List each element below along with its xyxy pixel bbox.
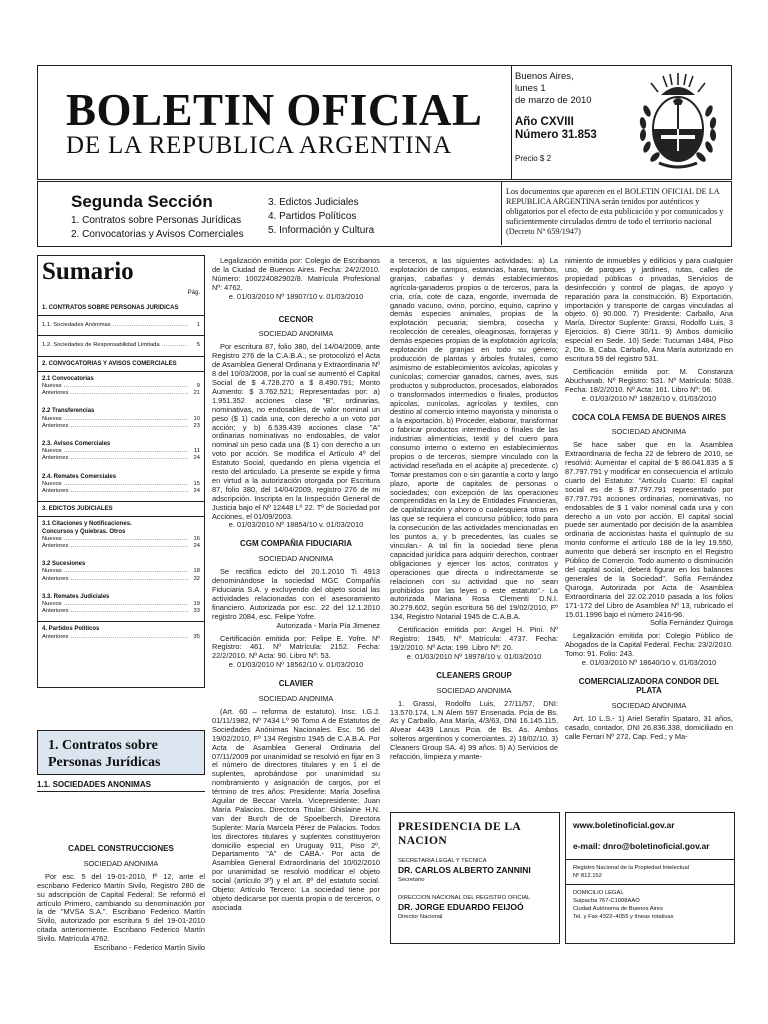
masthead [37,65,732,180]
notice-reference: e. 01/03/2010 Nº 18562/10 v. 01/03/2010 [228,660,364,670]
direccion-label: DIRECCION NACIONAL DEL REGISTRO OFICIAL [398,895,531,901]
notice-reference: e. 01/03/2010 Nº 18907/10 v. 01/03/2010 [228,291,364,301]
price: Precio $ 2 [515,154,552,163]
column-3 [390,257,558,762]
notice-body: a terceros, a las siguientes actividades: a) La explotación de campos, estancias, haras, tambos, granjas, cabañas y demás establecimientos agrícola-ganaderos propios o de terceros, para la cría, cría, cote de caza, engorde, invernada de ganado vacuno, ovino, porcino, equino, caprino y demás especies animales, propias de la explotación pecuaria; siembra, cosecha y recolección de cereales, oleaginosas, forrajeras y demás especies propias de la explotación agrícola; explotación de granjas en todo su género; producción de plantas y árboles frutales, como asimismo de establecimientos avícolas, apícolas y cunícolas; comerciar ganados, carnes, aves, sus productos y subproductos, procesados, elaborados o transformados intermedios o finales, productos apícolas, cunícolas, agrícolas y textiles, con destino al comercio interno mayorista y minorista o a la exportación. b) Proceder, elaborar, transformar o fabricar productos intermedios o finales de las industrias alimenticias, textil y del cuero para consumo interno o externo en establecimientos propios o de terceros, siempre vinculado con la actividad reseñada en el acápite a) precedente. c) Tomar prestamos con o sin garantía a corto y largo plazo, aporte de capitales de personas o sociedades; con excepción de las operaciones comprendidas en la Ley de Entidades Financieras, de capitalización y ahorro o cualesquiera otras en las que se requiera el concurso público; todo para la consecución de las actividades mencionadas en los puntos a, y b precedentes, las cuales se vinculan.- A tal fin la sociedad tiene plena capacidad jurídica para adquirir derechos, contraer obligaciones y ejercer los actos, contratos y operaciones que directa o indirectamente se relacionen con su actividad que no sean prohibidos por las leyes o este estatuto".- La autorizada Mariana Rosa Clementi D.N.I. 30.279.602, según escritura 56 del 19/02/2010, Fº 134, Registro Notarial 1945 de C.A.B.A. [390,256,558,622]
divider [38,621,204,622]
toc-row[interactable]: Nuevas ..... 18 [42,568,200,575]
section-item: 5. Información y Cultura [268,225,375,236]
entity-type: SOCIEDAD ANONIMA [258,694,334,704]
entity-type: SOCIEDAD ANONIMA [258,329,334,339]
toc-row[interactable]: Anteriores ..... 24 [42,488,200,495]
date-line-3: de marzo de 2010 [515,95,592,106]
entity-name: CGM COMPAÑIA FIDUCIARIA [240,539,352,549]
notice-body: Por esc. 5 del 19-01-2010, fº 12, ante el escribano Federico Martín Sivilo, Registro 280 de su adscripción de Capital Federal: Se reformó el artículo Primero, cambiando su denominación por la de "MVSA S.A.". Escribano Federico Martín Sivilo, autorizado por escritura 5 del 19-01-2010 citada anteriormente. Escribano Federico Martín Sivilo. Matrícula 4762. [37,871,205,944]
entity-name: COCA COLA FEMSA DE BUENOS AIRES [572,412,726,422]
toc-subheading: 2.2 Transferencias [42,408,95,415]
toc-row[interactable]: Nuevos ..... 15 [42,481,200,488]
secretaria-label: SECRETARIA LEGAL Y TECNICA [398,858,487,864]
notice-body: Certificación emitida por: Felipe E. Yofre. Nº Registro: 461. Nº Matrícula: 2152. Fecha: 22/2/2010. Nº Acta: 90. Libro Nº: 53. [212,633,380,661]
divider [38,371,204,372]
toc-row[interactable]: Anteriores ..... 33 [42,608,200,615]
year-label: Año CXVIII [515,116,574,128]
divider [566,884,734,885]
divider [38,501,204,502]
issue-number: Número 31.853 [515,129,597,141]
contact-box [565,812,735,944]
notice-reference: e. 01/03/2010 Nº 18640/10 v. 01/03/2010 [581,658,717,668]
entity-type: SOCIEDAD ANONIMA [258,554,334,564]
entity-name: COMERCIALIZADORA CONDOR DEL PLATA [578,676,720,695]
email-link[interactable]: e-mail: dnro@boletinoficial.gov.ar [573,841,710,851]
notice-signature: Escribano - Federico Martín Sivilo [94,943,205,953]
section-item: 1. Contratos sobre Personas Jurídicas [71,215,242,226]
phone-info: Tel. y Fax 4322–4055 y líneas rotativas [573,914,674,920]
director-name: DR. JORGE EDUARDO FEIJOÓ [398,902,524,912]
legal-notice: Los documentos que aparecen en el BOLETIN OFICIAL DE LA REPUBLICA ARGENTINA serán tenidos por auténticos y obligatorios por el efecto de esta publicación y por comunicados y suficientemente circulados dentro de todo el territorio nacional (Decreto Nº 659/1947) [501,182,731,245]
address-heading: DOMICILIO LEGAL [573,890,624,896]
toc-heading: 2. CONVOCATORIAS Y AVISOS COMERCIALES [42,360,177,367]
notice-body: Certificación emitida por: M. Constanza Abuchanab. Nº Registro: 531. Nº Matrícula: 5038. Fecha: 18/2/2010. Nº Acta: 161. Libro Nº: 06. [565,366,733,394]
secretary-role: Secretario [398,877,425,883]
notice-body: Certificación emitida por: Angel H. Pini. Nº Registro: 1945. Nº Matrícula: 4737. Fecha: 19/2/2010. Nº Acta: 199. Libro Nº: 20. [390,625,558,652]
toc-page-header: Pág. [187,290,200,296]
presidencia-title: PRESIDENCIA DE LA NACION [398,821,521,847]
toc-subheading: 4. Partidos Políticos [42,626,100,633]
notice-body: (Art. 60 – reforma de estatuto). Insc. I.G.J. 01/11/1982, Nº 7434 Lº 96 Tomo A de Estatutos de Sociedades Anónimas Nacionales. Esc. 56 del 19/02/2010, Fº 134 Registro 1945 de C.A.B.A. Por Acta de Asamblea General Ordinaria del 07/11/2009 por unanimidad se resolvió en fijar en 3 el número de directores titulares y en 1 el de suplentes, aprobándose por unanimidad su nombramiento y asignación de cargos, por el término de tres años: Presidente: María Josefina Aguilar de Beccar Varela. Vicepresidente: Juan María Palacios. Directora Titular: Ghislaine H.N. van der Burch de de Spoelberch. Directora Suplente: María Marcela Pérez de Palacios. Todos los directores titulares y suplentes constituyeron domicilio especial en Uruguay 911, Piso 2º, Departamento "A" de CABA.- Por acta de Asamblea General Extraordinaria del 10/02/2010 por unanimidad se resolvió modificar el objeto social (artículo 3º) y el art. 8º del estatuto social. Objeto: Artículo Tercero: La sociedad tiene por objeto dedicarse por cuenta propia o de terceros, o asociada [212,706,380,912]
notice-body: Legalización emitida por: Colegio Público de Abogados de la Capital Federal. Fecha: 23/2/2010. Tomo: 91. Folio: 243. [565,631,733,659]
section-item: 4. Partidos Políticos [268,211,357,222]
notice-body: nimiento de inmuebles y edificios y para cualquier uso, de parques y jardines, rutas, calles de propiedad públicas o privadas, Servicios de desinfección y control de plagas, de apoyo y reparación para la construcción. B) Exportación, importación y transporte de cargas vinculadas al objeto. 6) 90.000. 7) Presidente: Carballo, Ana María, Director Suplente: Grassi, Rodolfo Luis, 3 Ejercicios. 8) Cierre 30/11. 9) Ambos domicilio especial en Sede. 10) Sede: Tucuman 1484, Piso 2, Dto. B, Caba. Carballo, Ana María autorizado en escritura 59 del registro 531. [565,256,733,363]
column-4 [565,257,733,741]
toc-heading: 3. EDICTOS JUDICIALES [42,506,113,513]
toc-list [42,302,200,641]
section-list-right [268,196,374,238]
section-item: 3. Edictos Judiciales [268,197,359,208]
toc-row[interactable]: Anteriores ..... 24 [42,455,200,462]
divider [38,356,204,357]
entity-type: SOCIEDAD ANONIMA [436,685,512,695]
toc-row[interactable]: Nuevos ..... 11 [42,448,200,455]
newspaper-subtitle: DE LA REPUBLICA ARGENTINA [66,132,452,159]
address-city: Ciudad Autónoma de Buenos Aires [573,906,663,912]
director-role: Director Nacional [398,914,443,920]
date-line-1: Buenos Aires, [515,71,574,82]
toc-row[interactable]: Anteriores ..... 21 [42,390,200,397]
toc-subheading: 3.1 Citaciones y Notificaciones. [42,521,132,528]
toc-subheading: 3.2 Sucesiones [42,561,86,568]
toc-row[interactable]: Anteriores ..... 23 [42,423,200,430]
toc-row[interactable]: Nuevas ..... 9 [42,383,200,390]
toc-row[interactable]: Nuevas ..... 16 [42,536,200,543]
subsection-heading: 1.1. SOCIEDADES ANONIMAS [37,780,205,792]
section-item: 2. Convocatorias y Avisos Comerciales [71,229,244,240]
divider [38,335,204,336]
toc-row[interactable]: 1.2. Sociedades de Responsabilidad Limitada ..... 5 [42,342,200,349]
entity-type: SOCIEDAD ANONIMA [83,858,159,868]
toc-row[interactable]: Anteriores ..... 24 [42,543,200,550]
column-2 [212,257,380,913]
notice-reference: e. 01/03/2010 Nº 18828/10 v. 01/03/2010 [581,393,717,403]
address-street: Suipacha 767-C1008AAO [573,898,640,904]
toc-row[interactable]: Nuevas ..... 10 [42,416,200,423]
divider [38,315,204,316]
toc-heading: 1. CONTRATOS SOBRE PERSONAS JURIDICAS [42,305,179,311]
table-of-contents [37,255,205,688]
toc-title: Sumario [42,258,134,285]
entity-name: CLAVIER [278,679,314,689]
notice-reference: e. 01/03/2010 Nº 18978/10 v. 01/03/2010 [406,651,542,661]
notice-body: Por escritura 87, folio 380, del 14/04/2009, ante Registro 276 de la C.A.B.A., se protocolizó el Acta de Asamblea General Ordinaria y Extraordinaria Nº 8 del 10/03/2008, por la cual se aumentó el Capital Social de $ 4.728.270 a $ 8.490.791; Monto Aumento: $ 3.762.521; Representadas por: a) 1.951.352 acciones clase "B", ordinarias, nominativas, no endosables, de valor nominal un peso ($ 1) cada una, con derecho a un voto por acción; y b) 6.539.439 acciones clase "A" ordinarias nominativas no endosables, de valor nominal un peso cada una ($ 1) con derecho a un voto por acción. Se modifica el Artículo 4º del Estatuto Social, quedando en plena vigencia el resto del articulado. La presente se expide y firma en virtud a la autorización otorgada por Escritura 87, folio 380, del 14/04/2009, registro 276 de mi adscripción. Inscripta en la Inspección General de Justicia bajo el Nº 12448 Lº 22. Tº de Sociedad por Acciones, el 01/09/2003. [212,342,380,521]
date-line-2: lunes 1 [515,83,546,94]
toc-subheading: 2.1 Convocatorias [42,375,94,382]
section-list-left [71,214,244,242]
notice-signature: Autorizada - María Pía Jimenez [276,620,380,630]
notice-body: Se hace saber que en la Asamblea Extraordinaria de fecha 22 de febrero de 2010, se resolvió: Aumentar el capital de $ 86.041.835 a $ 87.797.791 y modificar en consecuencia el artículo cuarto del Estatuto: "Artículo Cuarto: El capital social es de $ 87.797.791 representado por 87.797.791 acciones ordinarias, nominativas, no endosables de $ 1 valor nominal cada una y con derecho a un voto por acción. El capital social puede ser aumentado por decisión de la asamblea ordinaria de accionistas hasta el quíntuplo de su monto conforme el artículo 188 de la ley 19.550, aumento que deberá ser inscripto en el Registro Público de Comercio. Todo aumento o disminución del capital social, deberá figurar en los balances generales de la Sociedad". Sofía Fernández Quiroga. Autorizada por Acta de Asamblea Extraordinaria del 22.02.2010 pasada a los folios 171-172 del Libro de Asamblea Nº 13, rubricado el 15.01.1996 bajo el número 2416-96. [565,440,733,619]
secretary-name: DR. CARLOS ALBERTO ZANNINI [398,865,531,875]
entity-type: SOCIEDAD ANONIMA [611,700,687,710]
entity-name: CECNOR [278,314,314,324]
toc-subheading: Concursos y Quiebras. Otros [42,528,126,535]
toc-subheading: 3.3. Remates Judiciales [42,593,110,600]
section-title: Segunda Sección [71,192,213,211]
presidencia-box [390,812,560,944]
notice-reference: e. 01/03/2010 Nº 18854/10 v. 01/03/2010 [228,520,364,530]
toc-row[interactable]: Anteriores ..... 32 [42,576,200,583]
notice-body: Se rectifica edicto del 20.1.2010 Ti 4913 denominándose la sociedad MGC Compañía Fiduciaria S.A. y excluyendo del objeto social las actividades relacionadas con el asesoramiento financiero. Autorizada por esc. 22 del 12.1.2010 registro 2084, esc. Felipe Yofre. [212,567,380,621]
toc-row[interactable]: Nuevos ..... 19 [42,601,200,608]
section-heading-box: 1. Contratos sobre Personas Jurídicas [37,730,205,775]
notice-body: 1. Grassi, Rodolfo Luis, 27/11/57, DNI: 13.570.174, L.N Alem 597 Ensenada. Pcia de Bs. As y Carballo, Ana María, 4/3/63, DNI 16.145.115, Alvear 4439 Lanus Pcia. de Bs. As. Ambos solteros argentinos y comerciantes. 2) 18/02/10. 3) Cleaners Group SA. 4) 99 años. 5) A) Servicios de refacción, limpieza y mante- [390,698,558,762]
section-bar [37,181,732,247]
toc-row[interactable]: 1.1. Sociedades Anónimas ..... 1 [42,322,200,329]
entity-name: CADEL CONSTRUCCIONES [68,844,174,853]
entity-type: SOCIEDAD ANONIMA [611,427,687,437]
newspaper-title: BOLETIN OFICIAL [66,85,483,135]
website-link[interactable]: www.boletinoficial.gov.ar [573,820,675,830]
entity-name: CLEANERS GROUP [436,670,512,680]
toc-subheading: 2.3. Avisos Comerciales [42,441,111,448]
coat-of-arms-icon [633,71,723,173]
divider [38,516,204,517]
divider [566,859,734,860]
column-1 [37,835,205,953]
toc-row[interactable]: Anteriores ..... 35 [42,634,200,641]
registry-label: Registro Nacional de la Propiedad Intelectual [573,865,690,871]
notice-body: Legalización emitida por: Colegio de Escribanos de la Ciudad de Buenos Aires. Fecha: 24/2/2010. Número: 100224082902/8. Matrícula Profesional Nº: 4762. [212,256,380,292]
issue-info [511,66,621,179]
notice-signature: Sofía Fernández Quiroga [650,618,733,628]
toc-subheading: 2.4. Remates Comerciales [42,473,117,480]
registry-number: Nº 812.152 [573,873,602,879]
notice-body: Art. 10 L.S.- 1) Ariel Serafín Spataro, 31 años, casado, contador, DNI 26.836.338, domiciliado en calle Ferrari Nº 272, Cap. Fed.; y Ma- [565,713,733,741]
